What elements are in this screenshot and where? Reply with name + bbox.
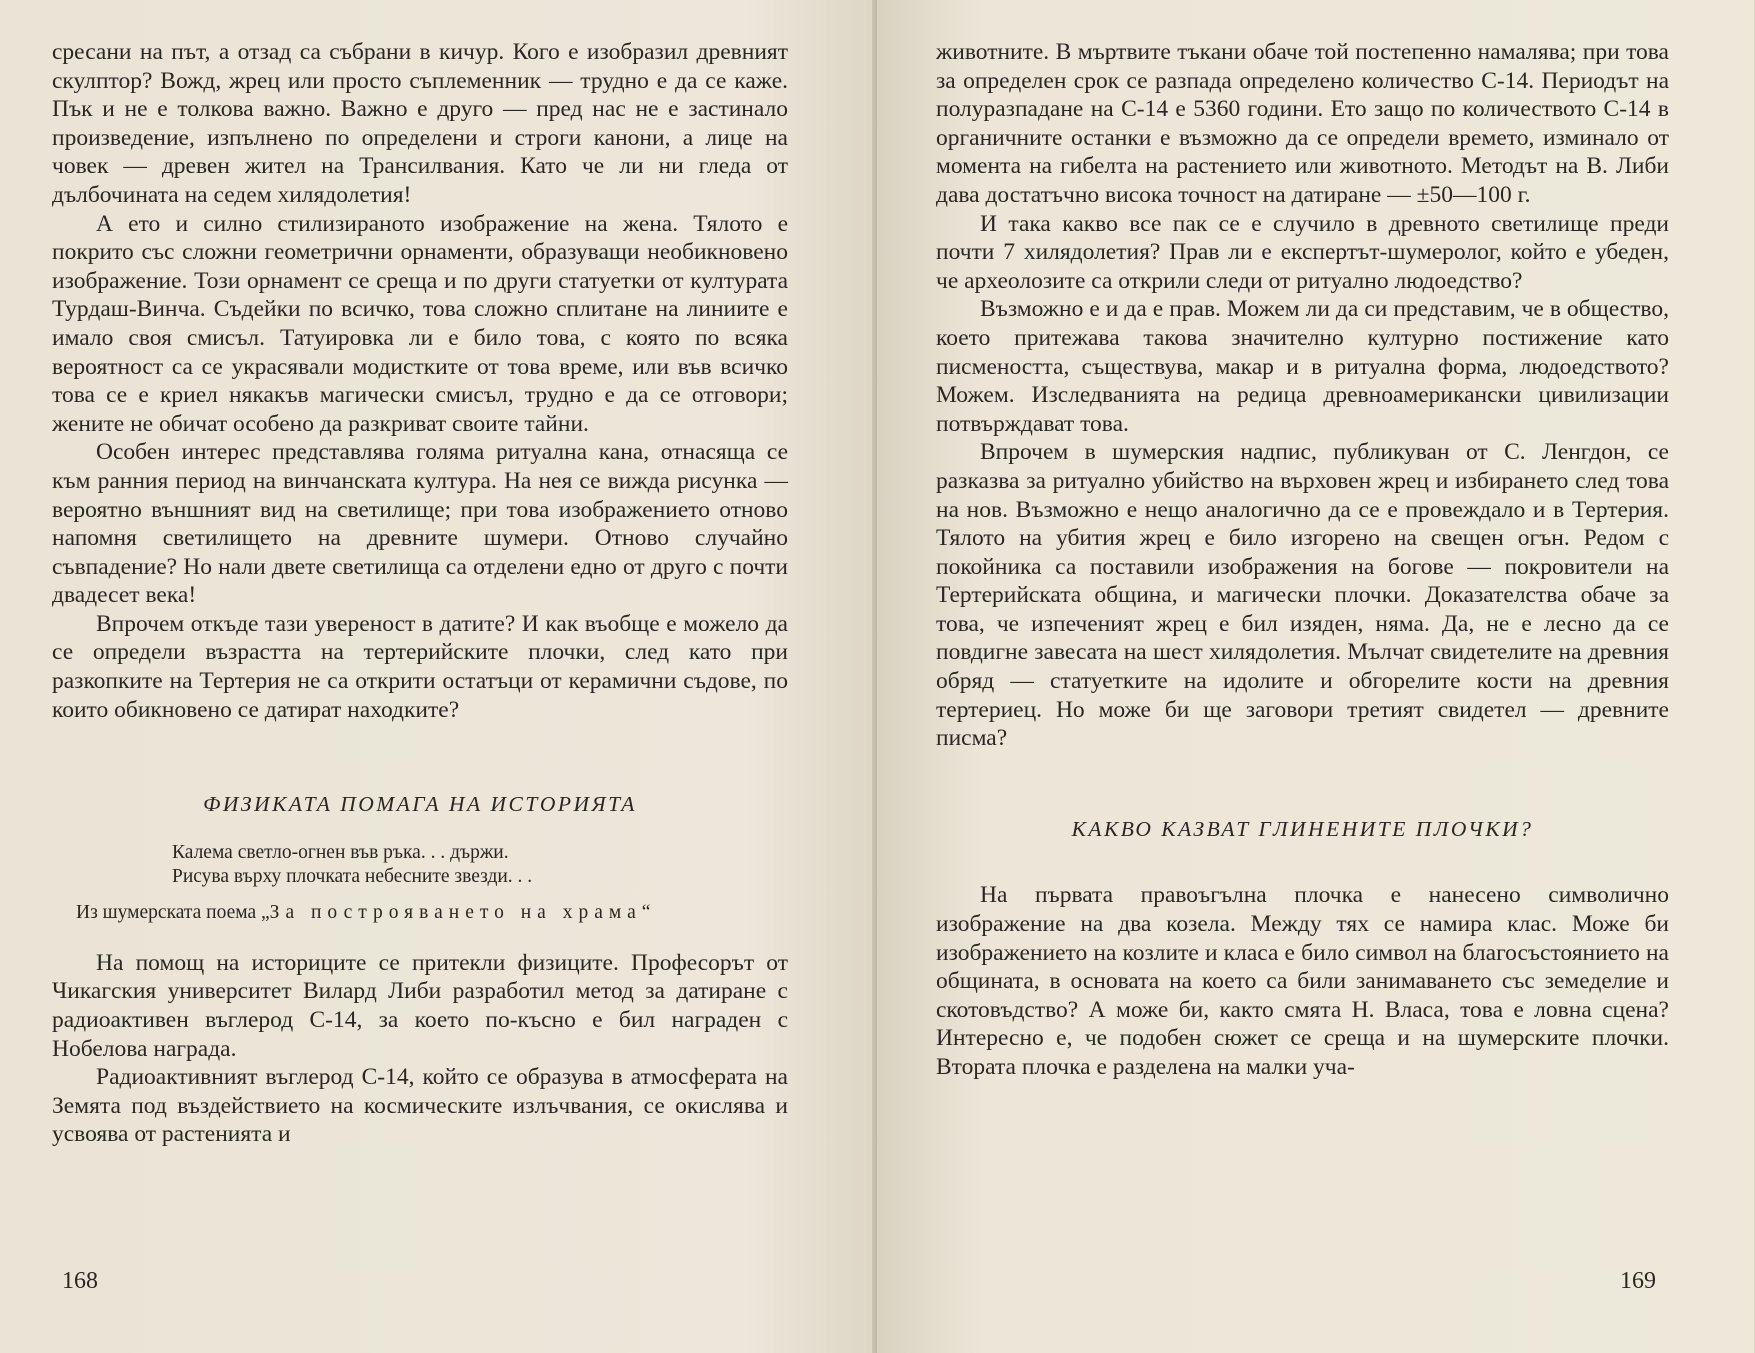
epigraph-line: Рисува върху плочката небесните звезди. . .: [172, 865, 533, 887]
right-text-column: [936, 38, 1669, 1082]
paragraph: животните. В мъртвите тъкани обаче той постепенно намалява; при това за определен срок се разпада определено количество С-14. Периодът на полуразпадане на С-14 е 5360 години. Ето защо по количеството С-14 в органичните останки е възможно да се определи времето, изминало от момента на гибелта на растението или животното. Методът на В. Либи дава достатъчно висока точност на датиране — ±50—100 г.: [936, 39, 1669, 208]
page-number: 169: [1620, 1268, 1656, 1294]
paragraph: А ето и силно стилизираното изображение на жена. Тялото е покрито със сложни геометрични орнаменти, образуващи необикновено изображение. Този орнамент се среща и по други статуетки от културата Турдаш-Винча. Съдейки по всичко, това сложно сплитане на линиите е имало своя смисъл. Татуировка ли е било това, с която по всяка вероятност са се украсявали модистките от това време, или във всичко това се е криел някакъв магически смисъл, трудно е да се отговори; жените не обичат особено да разкриват своите тайни.: [52, 210, 788, 437]
section-heading: КАКВО КАЗВАТ ГЛИНЕНИТЕ ПЛОЧКИ?: [1071, 816, 1534, 841]
paragraph: сресани на път, а отзад са събрани в кичур. Кого е изобразил древният скулптор? Вожд, жрец или просто съплеменник — трудно е да се каже. Пък и не е толкова важно. Важно е друго — пред нас не е застинало произведение, изпълнено по определени и строги канони, а лице на човек — древен жител на Трансилвания. Като че ли ни гледа от дълбочината на седем хилядолетия!: [52, 39, 788, 208]
epigraph: [52, 841, 788, 889]
attribution-title: За построяването на храма: [269, 901, 642, 923]
paragraph: Възможно е и да е прав. Можем ли да си представим, че в общество, което притежава такова значително културно постижение като писмеността, съществува, макар и в ритуална форма, людоедството? Можем. Изследванията на редица древноамерикански цивилизации потвърждават това.: [936, 296, 1669, 437]
epigraph-line: Калема светло-огнен във ръка. . . държи.: [172, 841, 509, 863]
attribution-suffix: “: [641, 901, 651, 923]
left-page: [0, 0, 877, 1353]
paragraph: Впрочем в шумерския надпис, публикуван от С. Ленгдон, се разказва за ритуално убийство на върховен жрец и избирането след това на нов. Възможно е нещо аналогично да се е провеждало и в Тертерия. Тялото на убития жрец е било изгорено на свещен огън. Редом с покойника са поставили изображения на богове — покровители на Тертерийската община, и магически плочки. Доказателства обаче за това, че изпеченият жрец е бил изяден, няма. Да, не е лесно да се повдигне завесата на шест хилядолетия. Мълчат свидетелите на древния обряд — статуетките на идолите и обгорелите кости на древния тертериец. Но може би ще заговори третият свидетел — древните писма?: [936, 439, 1669, 752]
paragraph: Впрочем откъде тази увереност в датите? И как въобще е можело да се определи възрастта на тертерийските плочки, след като при разкопките на Тертерия не са открити остатъци от керамични съдове, по които обикновено се датират находките?: [52, 610, 788, 723]
left-text-column: [52, 38, 788, 1149]
attribution-prefix: Из шумерската поема „: [76, 901, 270, 923]
page-number: 168: [62, 1268, 98, 1294]
paragraph: На помощ на историците се притекли физиците. Професорът от Чикагския университет Вилард Либи разработил метод за датиране с радиоактивен въглерод С-14, за което по-късно е бил награден с Нобелова награда.: [52, 949, 788, 1062]
paragraph: Радиоактивният въглерод С-14, който се образува в атмосферата на Земята под въздействието на космическите излъчвания, се окислява и усвоява от растенията и: [52, 1064, 788, 1148]
epigraph-attribution: [52, 901, 788, 925]
paragraph: И така какво все пак се е случило в древното светилище преди почти 7 хилядолетия? Прав ли е експертът-шумеролог, който е убеден, че археолозите са открили следи от ритуално людоедство?: [936, 210, 1669, 294]
section-heading: ФИЗИКАТА ПОМАГА НА ИСТОРИЯТА: [203, 792, 637, 817]
paragraph: На първата правоъгълна плочка е нанесено символично изображение на два козела. Между тях се намира клас. Може би изображението на козлите и класа е било символ на благосъстоянието на общината, в основата на което са били занимаването със земеделие и скотовъдство? А може би, както смята Н. Власа, това е ловна сцена? Интересно е, че подобен сюжет се среща и на шумерските плочки. Втората плочка е разделена на малки уча-: [936, 882, 1669, 1080]
paragraph: Особен интерес представлява голяма ритуална кана, отнасяща се към ранния период на винчанската култура. На нея се вижда рисунка — вероятно външният вид на светилище; при това изображението отново напомня светилището на древните шумери. Отново случайно съвпадение? Но нали двете светилища са отделени едно от друго с почти двадесет века!: [52, 439, 788, 609]
